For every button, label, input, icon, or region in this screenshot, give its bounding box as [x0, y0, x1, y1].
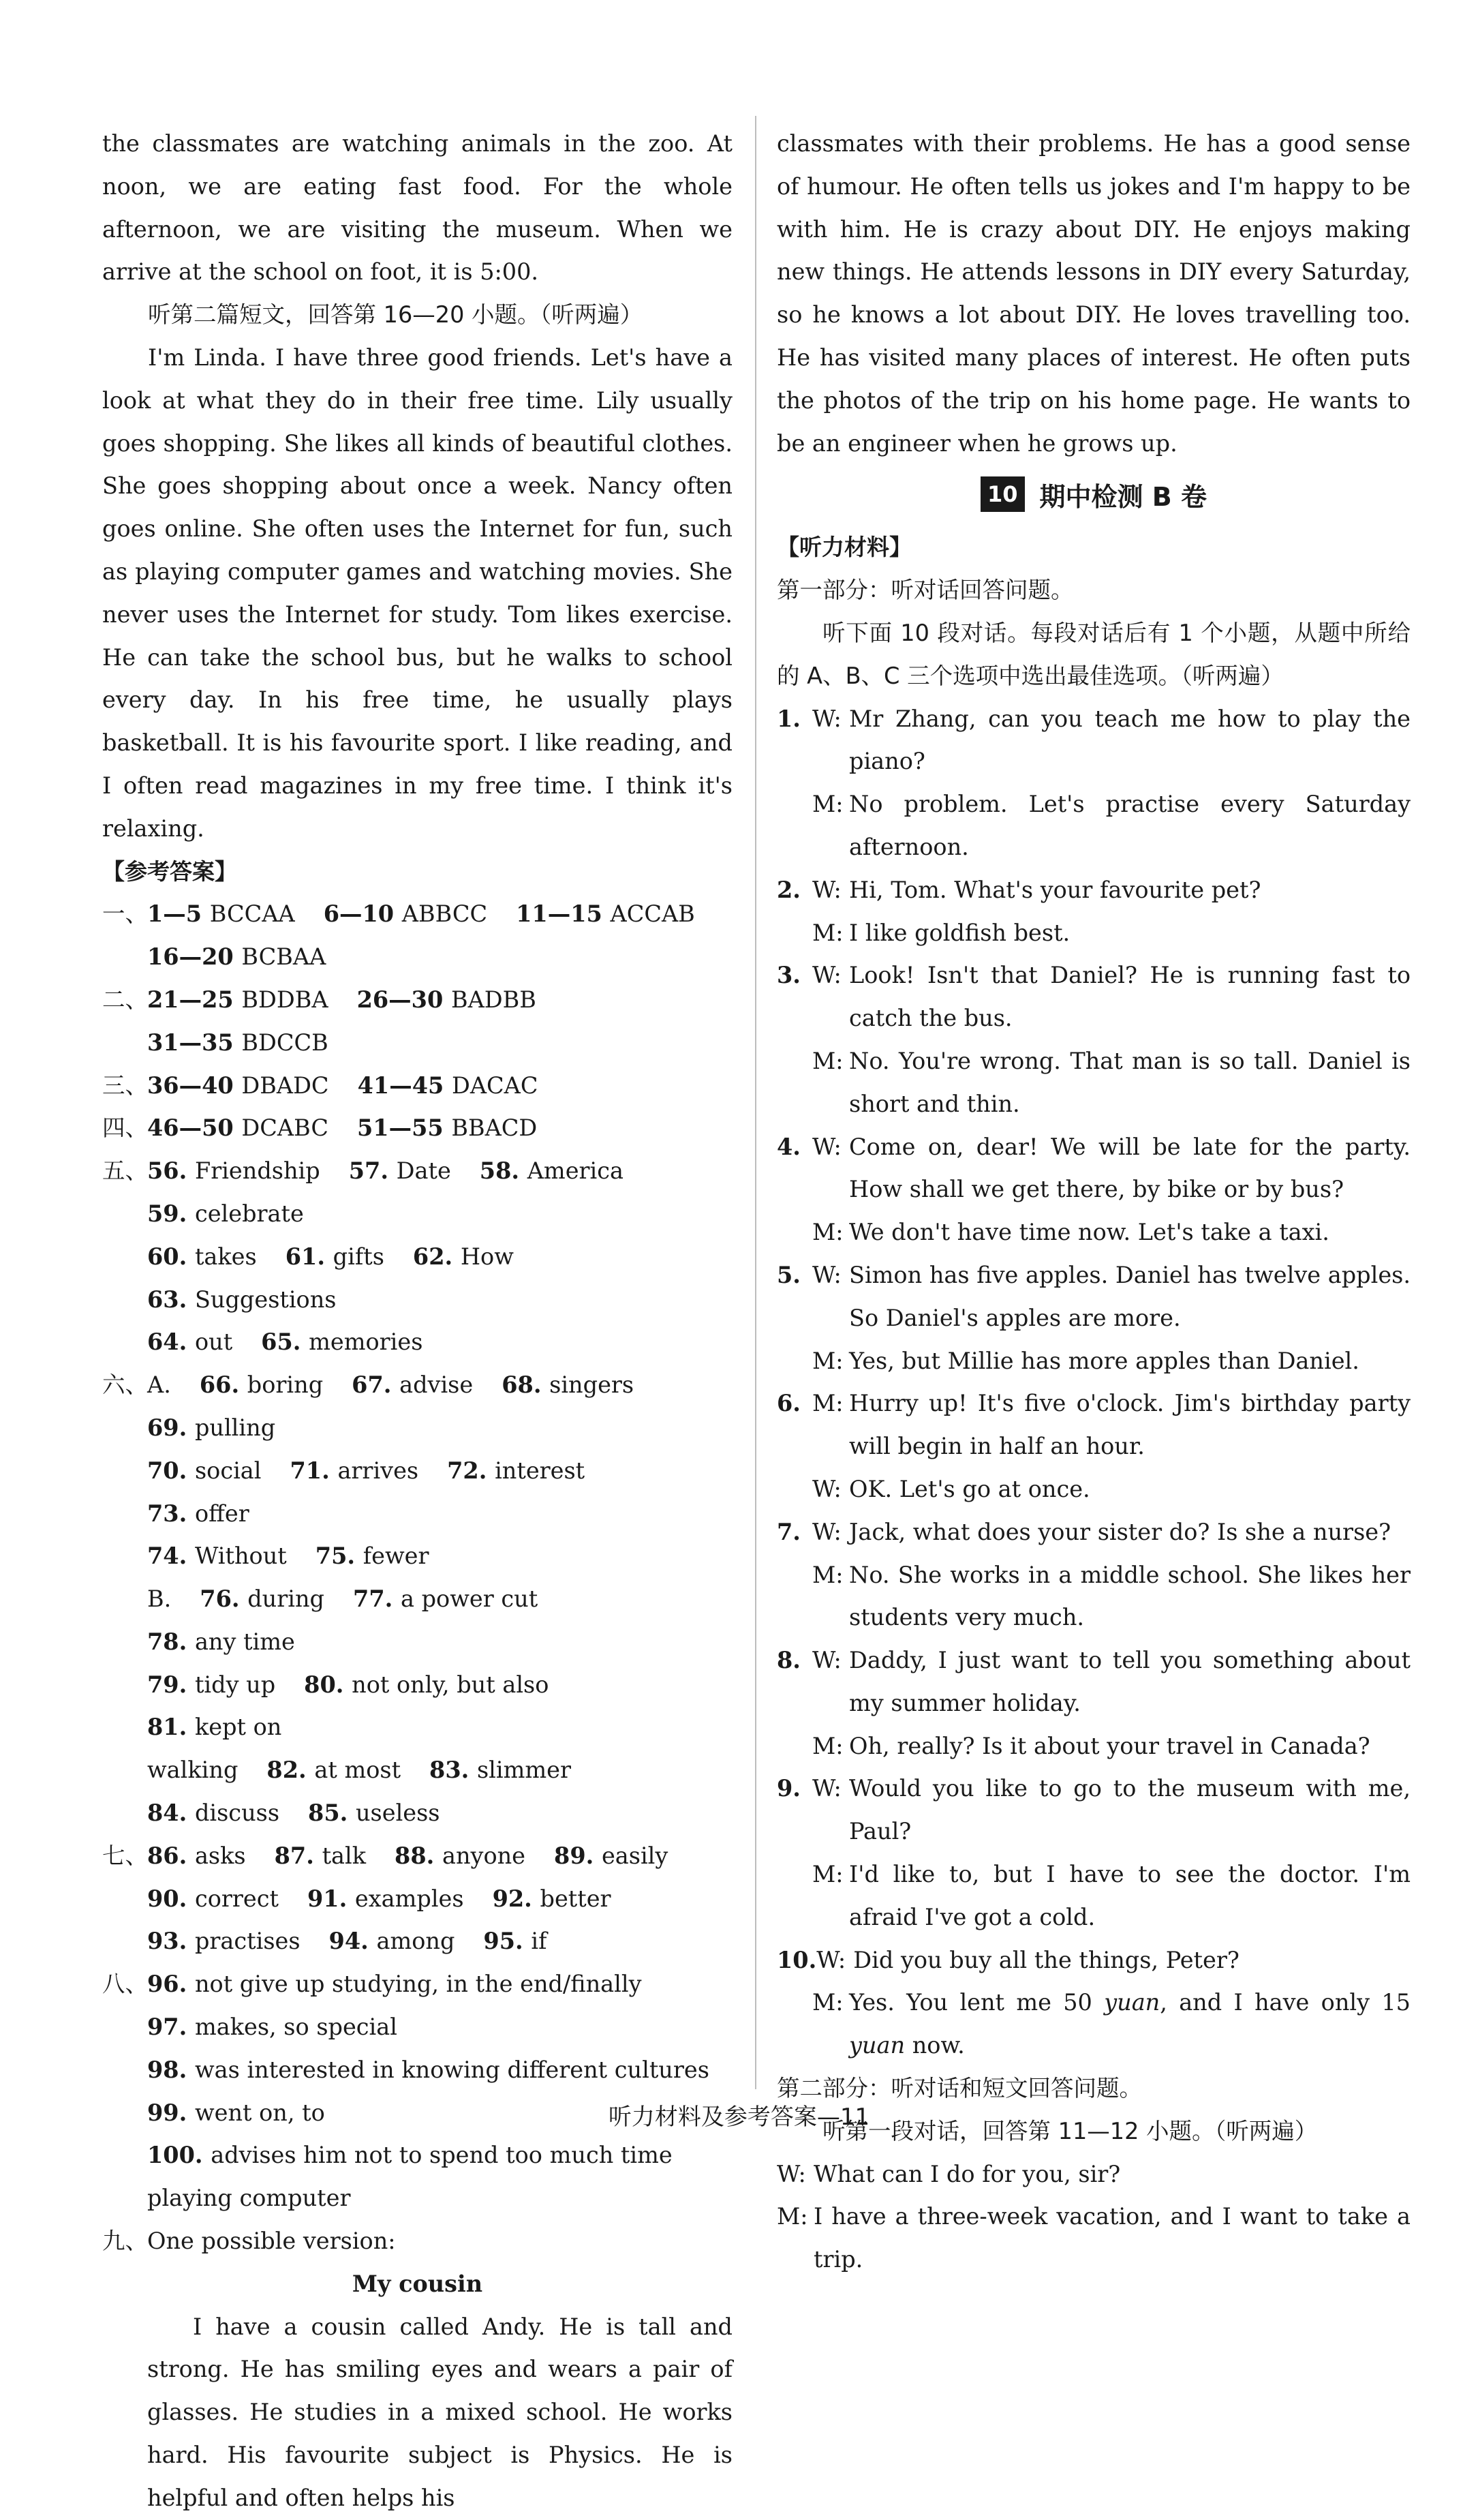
speaker: W:: [812, 962, 842, 989]
answer-row: [102, 1535, 733, 1578]
answer-item: 81. kept on: [147, 1714, 282, 1741]
section-label: 三、: [102, 1072, 148, 1099]
answer-item: 83. slimmer: [429, 1757, 571, 1784]
dialogue-line-row: [777, 1853, 1411, 1939]
dialogue-line: Come on, dear! We will be late for the party. How shall we get there, by bike or by bus?: [849, 1133, 1411, 1203]
answer-item: 80. not only, but also: [304, 1671, 549, 1698]
dialogue-line-row: [777, 1040, 1411, 1126]
answers-section-8: [102, 1963, 733, 2006]
answer-item: 91. examples: [307, 1885, 464, 1912]
dialogue-line-row: [777, 1639, 1411, 1725]
answer-item: 46—50 DCABC: [147, 1114, 328, 1142]
answer-row: [102, 1321, 733, 1364]
answer-row: [102, 2006, 733, 2049]
speaker: W:: [812, 1261, 842, 1288]
dialogue-line-row: [777, 1939, 1411, 1982]
dialogue-line: I like goldfish best.: [849, 919, 1071, 946]
answer-item: 59. celebrate: [147, 1200, 304, 1227]
left-column: [102, 123, 733, 2520]
conversation: [777, 2153, 1411, 2281]
speaker: M:: [812, 1989, 844, 2016]
dialogue-line: Look! Isn't that Daniel? He is running fast to catch the bus.: [849, 962, 1411, 1032]
dialogue-line: Would you like to go to the museum with me, Paul?: [849, 1775, 1411, 1845]
answer-item: 82. at most: [266, 1757, 401, 1784]
column-divider: [755, 116, 756, 2089]
answer-items: [147, 1107, 733, 1150]
essay-intro: One possible version:: [147, 2228, 396, 2255]
answer-item: 60. takes: [147, 1243, 257, 1270]
dialogue-number: [777, 1554, 812, 1640]
dialogue-line: No. You're wrong. That man is so tall. Daniel is short and thin.: [849, 1047, 1411, 1117]
answers-section-3: [102, 1065, 733, 1108]
answer-item: 51—55 BBACD: [356, 1114, 538, 1142]
answer-item: 93. practises: [147, 1928, 301, 1955]
answer-item: 88. anyone: [395, 1842, 526, 1869]
dialogue-line: Daddy, I just want to tell you something about my summer holiday.: [849, 1647, 1411, 1716]
speaker: W:: [812, 1775, 842, 1802]
answer-items: 97. makes, so special: [147, 2014, 397, 2041]
speaker: M:: [812, 1047, 844, 1074]
answer-item: 16—20 BCBAA: [147, 943, 326, 971]
dialogue-number: 3.: [777, 962, 801, 989]
answer-items: [147, 1150, 733, 1236]
speaker: W:: [812, 1475, 842, 1502]
answer-item: 11—15 ACCAB: [516, 900, 695, 928]
dialogue-number: 7.: [777, 1518, 801, 1545]
listening-heading: 【听力材料】: [777, 534, 912, 561]
dialogues: [777, 698, 1411, 1982]
section-label: 四、: [102, 1114, 148, 1142]
answer-items: [147, 936, 733, 979]
answer-key: [102, 893, 733, 2519]
answer-row: [102, 1578, 733, 1664]
answer-item: 73. offer: [147, 1500, 249, 1527]
dialogue-line-row: [777, 1126, 1411, 1212]
dialogue-number: 5.: [777, 1261, 801, 1288]
answer-item: 57. Date: [348, 1157, 451, 1185]
part1-instruction: 听下面 10 段对话。每段对话后有 1 个小题，从题中所给的 A、B、C 三个选项中选出最佳选项。（听两遍）: [777, 619, 1411, 689]
section-label: [102, 936, 147, 979]
dialogue-line: Yes. You lent me 50 yuan, and I have only 15 yuan now.: [849, 1989, 1411, 2059]
dialogue-line-row: [777, 1468, 1411, 1511]
answer-row: [102, 1792, 733, 1835]
answers-section-2: [102, 979, 733, 1065]
answers-section-9: [102, 2220, 733, 2263]
dialogue-line: No. She works in a middle school. She likes her students very much.: [849, 1561, 1411, 1631]
answer-items: 99. went on, to: [147, 2099, 325, 2126]
dialogue-line-row: [777, 783, 1411, 869]
section-label: [102, 1664, 147, 1750]
dialogue-number: 6.: [777, 1390, 801, 1417]
answer-item: 77. a power cut: [353, 1585, 538, 1613]
speaker: M:: [812, 1861, 844, 1888]
answer-item: 67. advise: [352, 1371, 474, 1399]
answer-item: 65. memories: [261, 1329, 423, 1356]
answer-items: [147, 1792, 733, 1835]
answer-item: 76. during: [200, 1585, 325, 1613]
dialogue-number: 2.: [777, 876, 801, 903]
section-label: [102, 1749, 147, 1792]
answer-items: [147, 1920, 733, 1963]
dialogue-number: 4.: [777, 1133, 801, 1160]
answer-item: 94. among: [328, 1928, 455, 1955]
answer-item: 78. any time: [147, 1628, 295, 1655]
answer-item: 61. gifts: [285, 1243, 384, 1270]
speaker: W:: [812, 876, 842, 903]
dialogue-line-row: [777, 1340, 1411, 1383]
dialogue-line: Hi, Tom. What's your favourite pet?: [849, 876, 1261, 903]
answer-item: 68. singers: [502, 1371, 634, 1399]
essay-text: I have a cousin called Andy. He is tall and strong. He has smiling eyes and wears a pair of glasses. He studies in a mixed school. He works hard. His favourite subject is Physics. He is helpful and often helps his: [147, 2313, 733, 2511]
answer-row: [102, 1664, 733, 1750]
page-footer: 听力材料及参考答案—11: [608, 2104, 870, 2131]
answer-items: [147, 1664, 733, 1750]
dialogue-number: 8.: [777, 1647, 801, 1674]
answer-item: 21—25 BDDBA: [147, 986, 328, 1013]
conversation-text: I have a three-week vacation, and I want to take a trip.: [814, 2203, 1411, 2273]
speaker: M:: [812, 791, 844, 818]
speaker: W:: [777, 2160, 806, 2187]
section-label: [102, 1321, 147, 1364]
dialogue-number: [777, 912, 812, 955]
answers-heading: 【参考答案】: [102, 857, 237, 885]
dialogue-line: Simon has five apples. Daniel has twelve apples. So Daniel's apples are more.: [849, 1261, 1411, 1331]
section-label: 二、: [102, 986, 148, 1013]
dialogue-line-row: [777, 1725, 1411, 1768]
answer-items: 96. not give up studying, in the end/finally: [147, 1971, 642, 1998]
section-label: [102, 1236, 147, 1322]
answer-item: 92. better: [492, 1885, 611, 1912]
answer-item: 66. boring: [199, 1371, 324, 1399]
speaker: M:: [812, 1561, 844, 1588]
answer-items: [147, 1835, 733, 1878]
answer-items: [147, 1578, 733, 1664]
answer-item: 26—30 BADBB: [356, 986, 536, 1013]
section-label: 八、: [102, 1971, 148, 1998]
speaker: M:: [812, 1219, 844, 1246]
answer-item: 86. asks: [147, 1842, 246, 1869]
unit-number-badge: 10: [981, 476, 1025, 512]
section-label: 一、: [102, 900, 148, 928]
answer-item: A.: [147, 1371, 171, 1399]
answer-items: [147, 1749, 733, 1792]
answer-item: 89. easily: [554, 1842, 668, 1869]
dialogue-number: 9.: [777, 1775, 801, 1802]
answer-item: 95. if: [483, 1928, 547, 1955]
answer-items: [147, 979, 733, 1065]
answers-section-4: [102, 1107, 733, 1150]
essay-title: My cousin: [352, 2270, 483, 2297]
answer-item: 58. America: [479, 1157, 623, 1185]
part2-heading: 第二部分：听对话和短文回答问题。: [777, 2075, 1142, 2102]
speaker: M:: [812, 1732, 844, 1759]
answer-item: 70. social: [147, 1457, 262, 1484]
speaker: W:: [812, 1518, 842, 1545]
essay-continuation: classmates with their problems. He has a good sense of humour. He often tells us jokes and I'm happy to be with him. He is crazy about DIY. He enjoys making new things. He attends lessons in DIY every Saturday, so he knows a lot about DIY. He loves travelling too. He has visited many places of interest. He often puts the photos of the trip on his home page. He wants to be an engineer when he grows up.: [777, 130, 1411, 457]
section-label: 七、: [102, 1842, 148, 1869]
dialogue-number: [777, 1040, 812, 1126]
answer-item: 31—35 BDCCB: [147, 1029, 328, 1056]
dialogue-line-row: [777, 1254, 1411, 1340]
dialogue-line: Mr Zhang, can you teach me how to play the piano?: [849, 705, 1411, 775]
answer-item: 64. out: [147, 1329, 233, 1356]
section-label: [102, 2049, 147, 2092]
dialogue-line-row: [777, 912, 1411, 955]
answer-item: 1—5 BCCAA: [147, 900, 295, 928]
answer-item: 62. How: [412, 1243, 514, 1270]
answer-row: [102, 2134, 733, 2220]
answer-item: 41—45 DACAC: [357, 1072, 538, 1099]
speaker: W:: [812, 1133, 842, 1160]
dialogue-line-row: [777, 1511, 1411, 1554]
speaker: M:: [812, 1390, 844, 1417]
section-label: [102, 1920, 147, 1963]
answer-row: [102, 936, 733, 979]
dialogue-line-row: [777, 1554, 1411, 1640]
answer-items: [147, 1535, 733, 1578]
unit-title: [777, 466, 1411, 522]
dialogue-number: [777, 783, 812, 869]
speaker: W:: [816, 1946, 846, 1973]
answer-row: [102, 1749, 733, 1792]
answer-items: 100. advises him not to spend too much time playing computer: [147, 2142, 673, 2212]
section-label: [102, 1450, 147, 1536]
section-label: [102, 2006, 147, 2049]
answer-item: 63. Suggestions: [147, 1286, 337, 1313]
dialogue-line-row: [777, 869, 1411, 912]
dialogue-line: I'd like to, but I have to see the doctor. I'm afraid I've got a cold.: [849, 1861, 1411, 1930]
answers-section-5: [102, 1150, 733, 1236]
dialogue-line-row: [777, 1382, 1411, 1468]
section-label: 五、: [102, 1157, 148, 1185]
answer-item: 87. talk: [274, 1842, 367, 1869]
dialogue-line-row: [777, 1211, 1411, 1254]
speaker: M:: [812, 919, 844, 946]
answer-row: [102, 1450, 733, 1536]
dialogue-line: No problem. Let's practise every Saturday afternoon.: [849, 791, 1411, 860]
dialogue-line-row: [777, 1767, 1411, 1853]
conversation-line: [777, 2196, 1411, 2281]
listening-passage-2: I'm Linda. I have three good friends. Let's have a look at what they do in their free time. Lily usually goes shopping. She likes all kinds of beautiful clothes. She goes shopping about once a week. Nancy often goes online. She often uses the Internet for fun, such as playing computer games and watching movies. She never uses the Internet for study. Tom likes exercise. He can take the school bus, but he walks to school every day. In his free time, he usually plays basketball. It is his favourite sport. I like reading, and I often read magazines in my free time. I think it's relaxing.: [102, 344, 733, 842]
answer-item: walking: [147, 1757, 238, 1784]
answer-items: [147, 1364, 733, 1450]
answer-item: 71. arrives: [290, 1457, 419, 1484]
section-label: 六、: [102, 1371, 148, 1399]
part1-heading: 第一部分：听对话回答问题。: [777, 577, 1074, 604]
dialogue-number: [777, 1468, 812, 1511]
answer-item: 36—40 DBADC: [147, 1072, 329, 1099]
part2-instruction: 听第一段对话，回答第 11—12 小题。（听两遍）: [822, 2117, 1318, 2144]
answer-items: [147, 1878, 733, 1921]
answer-items: [147, 1450, 733, 1536]
listening-text-1-end: the classmates are watching animals in the zoo. At noon, we are eating fast food. For the whole afternoon, we are visiting the museum. When we arrive at the school on foot, it is 5:00.: [102, 130, 733, 286]
answer-items: [147, 893, 733, 936]
speaker: M:: [812, 1347, 844, 1374]
answer-item: 6—10 ABBCC: [323, 900, 488, 928]
answer-row: [102, 1878, 733, 1921]
dialogue-number: [777, 1853, 812, 1939]
answer-row: [102, 1236, 733, 1322]
dialogue-line: Did you buy all the things, Peter?: [853, 1946, 1240, 1973]
answer-items: [147, 1236, 733, 1322]
dialogue-number: [777, 1725, 812, 1768]
unit-title-text: 期中检测 B 卷: [1039, 481, 1207, 512]
dialogue-line: OK. Let's go at once.: [849, 1475, 1090, 1502]
section-label: 九、: [102, 2228, 148, 2255]
section-label: [102, 1792, 147, 1835]
answers-section-6: [102, 1364, 733, 1450]
answer-item: B.: [147, 1585, 172, 1613]
dialogue-10-reply: [777, 1982, 1411, 2067]
dialogue-line: Yes, but Millie has more apples than Daniel.: [849, 1347, 1359, 1374]
answer-item: 72. interest: [447, 1457, 585, 1484]
answer-item: 79. tidy up: [147, 1671, 276, 1698]
section-label: [102, 1578, 147, 1664]
dialogue-line-row: [777, 954, 1411, 1040]
conversation-text: What can I do for you, sir?: [814, 2160, 1121, 2187]
answer-items: [147, 1065, 733, 1108]
speaker: W:: [812, 1647, 842, 1674]
answer-item: 90. correct: [147, 1885, 279, 1912]
answer-item: 75. fewer: [315, 1543, 429, 1570]
conversation-line: [777, 2153, 1411, 2196]
dialogue-number: [777, 1340, 812, 1383]
dialogue-line: Oh, really? Is it about your travel in Canada?: [849, 1732, 1370, 1759]
dialogue-line: Jack, what does your sister do? Is she a nurse?: [849, 1518, 1391, 1545]
answer-items: [147, 1321, 733, 1364]
dialogue-number: 1.: [777, 705, 801, 732]
section-label: [102, 1878, 147, 1921]
dialogue-line: Hurry up! It's five o'clock. Jim's birthday party will begin in half an hour.: [849, 1390, 1411, 1460]
answers-section-7: [102, 1835, 733, 1878]
answer-row: [102, 1920, 733, 1963]
dialogue-line-row: [777, 698, 1411, 784]
speaker: M:: [777, 2203, 808, 2230]
instruction-passage-2: 听第二篇短文，回答第 16—20 小题。（听两遍）: [148, 301, 643, 329]
answer-item: 74. Without: [147, 1543, 287, 1570]
answer-item: 56. Friendship: [147, 1157, 320, 1185]
answer-item: 84. discuss: [147, 1800, 280, 1827]
answer-item: 85. useless: [308, 1800, 440, 1827]
dialogue-number: [777, 1211, 812, 1254]
answer-items: 98. was interested in knowing different cultures: [147, 2056, 709, 2083]
section-label: [102, 1535, 147, 1578]
answers-section-1: [102, 893, 733, 936]
speaker: W:: [812, 705, 842, 732]
section-label: [102, 2134, 147, 2220]
dialogue-line: We don't have time now. Let's take a taxi.: [849, 1219, 1329, 1246]
dialogue-number: 10.: [777, 1946, 817, 1973]
answer-item: 69. pulling: [147, 1414, 276, 1441]
right-column: [777, 123, 1411, 2281]
answer-row: [102, 2049, 733, 2092]
